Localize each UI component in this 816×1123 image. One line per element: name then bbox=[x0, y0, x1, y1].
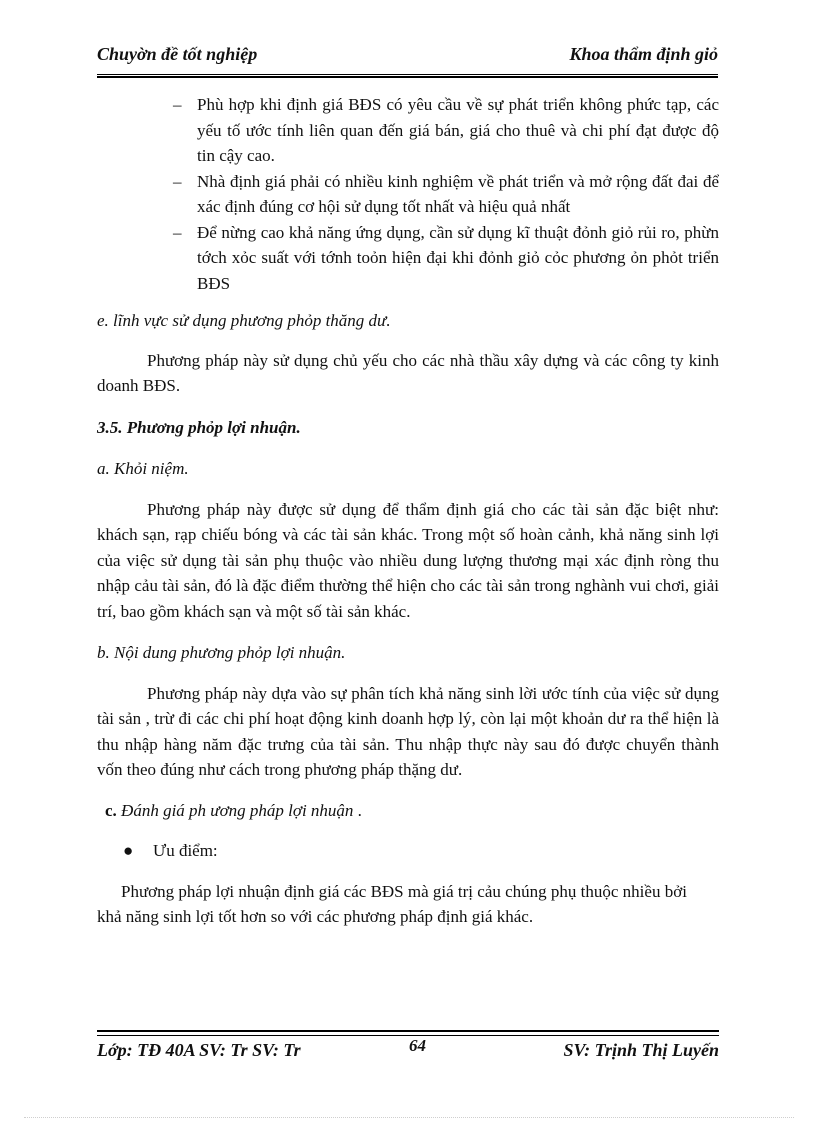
subheading-c bbox=[105, 798, 719, 824]
paragraph-a: Phương pháp này được sử dụng để thẩm định giá cho các tài sản đặc biệt như: khách sạn, rạp chiếu bóng và các tài sản khác. Trong một số hoàn cảnh, khả năng sinh lợi của việc sử dụng tài sản phụ thuộc vào nhiều dung lượng thương mại xác định ròng thu nhập cảu tài sản, đó là đặc điểm thường thể hiện cho các tài sản trong nghành vui chơi, giải trí, bao gồm khách sạn và một số tài sản khác. bbox=[97, 499, 719, 621]
page-content bbox=[97, 92, 719, 930]
page-header bbox=[97, 44, 718, 75]
bullet-row bbox=[97, 838, 719, 864]
list-item bbox=[97, 92, 719, 169]
paragraph-c: Phương pháp lợi nhuận định giá các BĐS mà giá trị cảu chúng phụ thuộc nhiều bởi khả năng sinh lợi tốt hơn so với các phương pháp định giá khác. bbox=[97, 881, 687, 926]
subheading-c-suffix: . bbox=[357, 800, 362, 820]
paragraph-e: Phương pháp này sử dụng chủ yếu cho các nhà thầu xây dựng và các công ty kinh doanh BĐS. bbox=[97, 350, 719, 395]
subheading-c-prefix: c. bbox=[105, 800, 117, 820]
subheading-c-text: Đánh giá ph ương pháp lợi nhuận bbox=[121, 800, 354, 820]
list-item bbox=[97, 169, 719, 220]
paragraph-b: Phương pháp này dựa vào sự phân tích khả năng sinh lời ước tính của việc sử dụng tài sản , trừ đi các chi phí hoạt động kinh doanh hợp lý, còn lại một khoản dư ra thể hiện là thu nhập hàng năm đặc trưng của tài sản. Thu nhập thực này sau đó được chuyển thành vốn theo đúng như cách trong phương pháp thặng dư. bbox=[97, 683, 719, 779]
footer-author: SV: Trịnh Thị Luyến bbox=[563, 1040, 719, 1060]
subheading-e: e. lĩnh vực sử dụng phương phỏp thăng dư. bbox=[97, 311, 391, 330]
list-item-text: Nhà định giá phải có nhiều kinh nghiệm về phát triển và mở rộng đất đai để xác định đúng cơ hội sử dụng tốt nhất và hiệu quả nhất bbox=[197, 171, 719, 216]
subheading-b: b. Nội dung phương phỏp lợi nhuận. bbox=[97, 643, 346, 662]
subheading-a: a. Khỏi niệm. bbox=[97, 459, 189, 478]
dash-list bbox=[97, 92, 719, 296]
header-right-title: Khoa thẩm định giỏ bbox=[569, 44, 718, 64]
list-item-text: Để nừng cao khả năng ứng dụng, cần sử dụng kĩ thuật đỏnh giỏ rủi ro, phừn tớch xỏc suất với tớnh toỏn hiện đại khi đỏnh giỏ cỏc phương ỏn phỏt triển BĐS bbox=[197, 222, 719, 293]
dash-marker: – bbox=[173, 95, 182, 114]
page-edge-divider bbox=[24, 1117, 794, 1118]
header-left-title: Chuyờn đề tốt nghiệp bbox=[97, 44, 258, 64]
dash-marker: – bbox=[173, 222, 182, 242]
list-item-text: Phù hợp khi định giá BĐS có yêu cầu về sự phát triển không phức tạp, các yếu tố ước tính liên quan đến giá bán, giá cho thuê và chi phí đạt được độ tin cậy cao. bbox=[197, 95, 719, 165]
page-number: 64 bbox=[409, 1036, 426, 1055]
section-title-3-5: 3.5. Phương phỏp lợi nhuận. bbox=[97, 417, 301, 437]
dash-marker: – bbox=[173, 171, 182, 191]
footer-row bbox=[97, 1032, 719, 1061]
bullet-label: Ưu điểm: bbox=[153, 841, 218, 860]
page-footer bbox=[97, 1030, 719, 1061]
list-item bbox=[97, 220, 719, 297]
bullet-icon: ● bbox=[123, 841, 134, 860]
footer-class-info: Lớp: TĐ 40A SV: Tr SV: Tr bbox=[97, 1040, 301, 1060]
